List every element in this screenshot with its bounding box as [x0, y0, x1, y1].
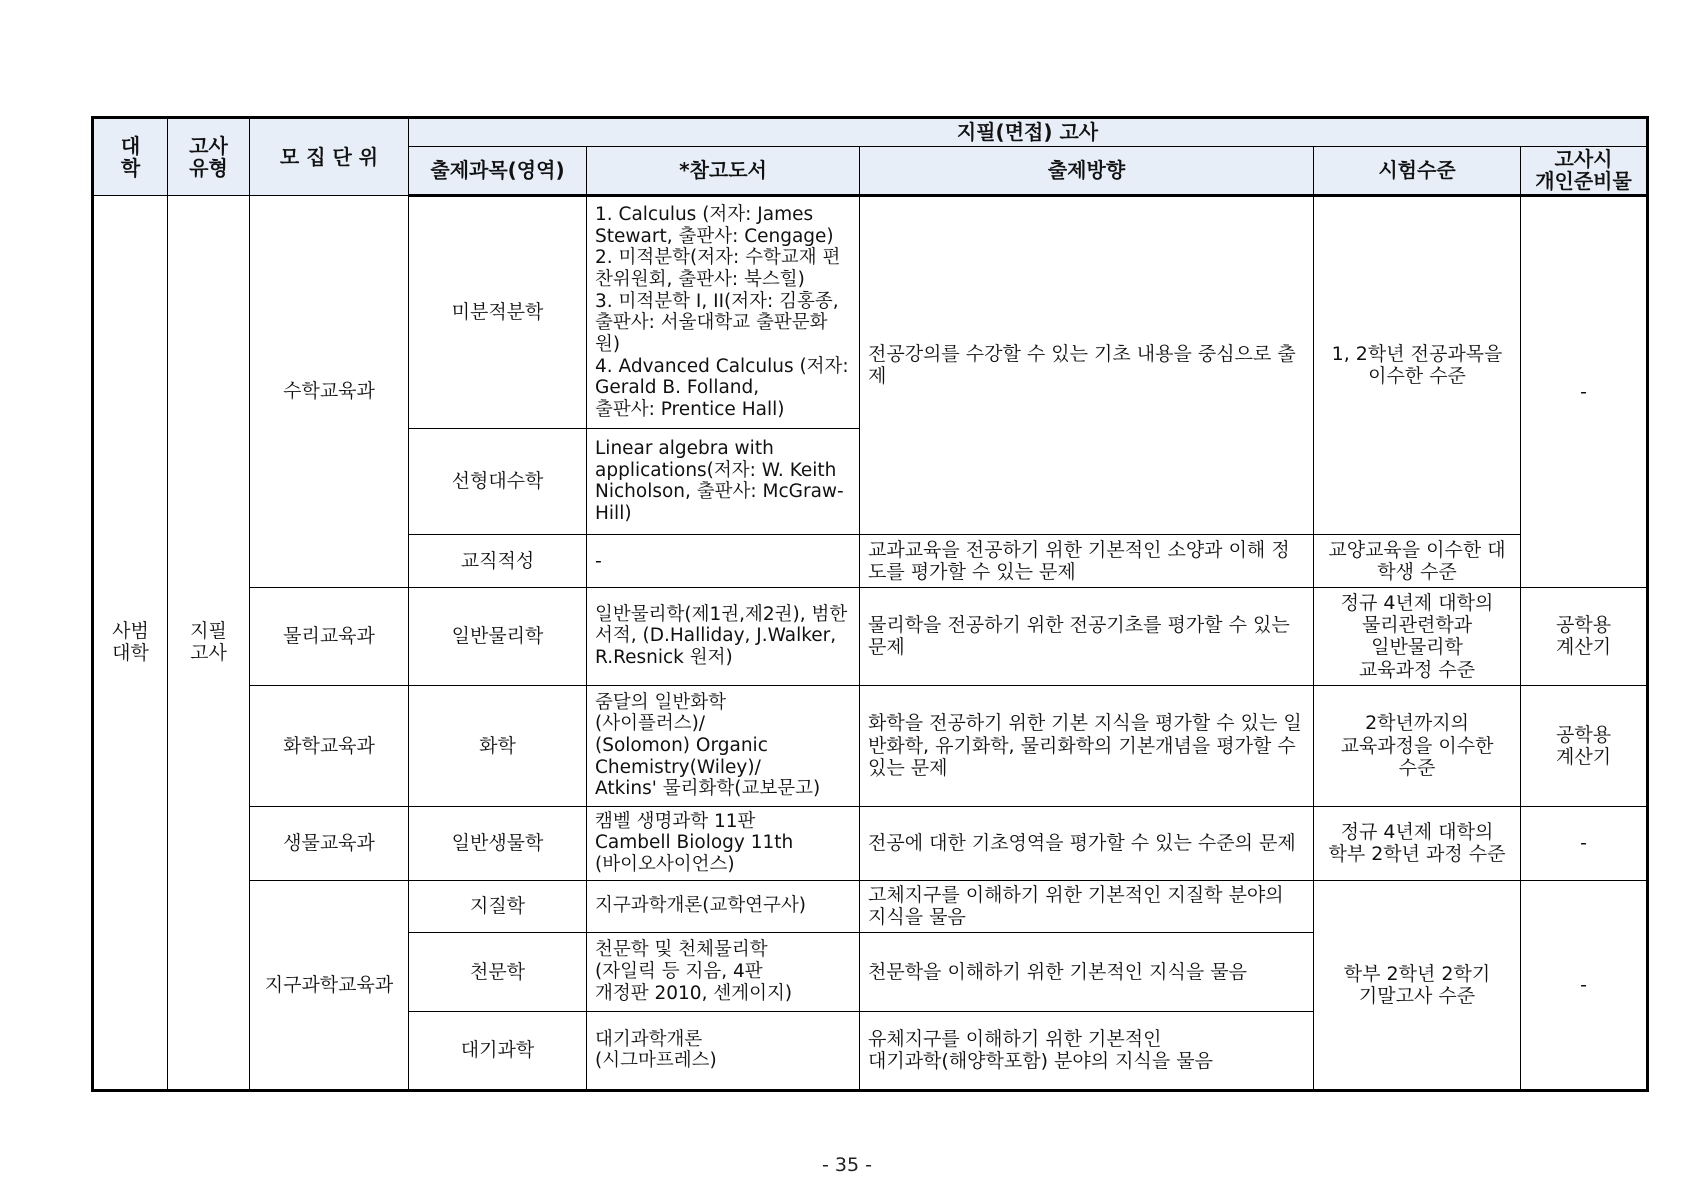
- level-chemistry: 2학년까지의 교육과정을 이수한 수준: [1314, 685, 1521, 806]
- direction-geology: 고체지구를 이해하기 위한 기본적인 지질학 분야의 지식을 물음: [860, 880, 1314, 932]
- prep-earth-science: -: [1521, 880, 1648, 1090]
- subject-atmospheric-science: 대기과학: [409, 1011, 587, 1090]
- subject-general-physics: 일반물리학: [409, 587, 587, 685]
- header-personal-items: 고사시 개인준비물: [1521, 147, 1648, 196]
- reference-astronomy: 천문학 및 천체물리학 (자일릭 등 지음, 4판 개정판 2010, 센게이지): [587, 932, 860, 1011]
- exam-info-table: [91, 116, 1649, 1092]
- subject-astronomy: 천문학: [409, 932, 587, 1011]
- level-math: 1, 2학년 전공과목을 이수한 수준: [1314, 195, 1521, 534]
- direction-astronomy: 천문학을 이해하기 위한 기본적인 지식을 물음: [860, 932, 1314, 1011]
- reference-geology: 지구과학개론(교학연구사): [587, 880, 860, 932]
- reference-calculus: 1. Calculus (저자: James Stewart, 출판사: Cengage) 2. 미적분학(저자: 수학교재 편찬위원회, 출판사: 북스힐) 3. 미적분학 I, II(저자: 김홍종, 출판사: 서울대학교 출판문화원) 4. Advanced Calculus (저자: Gerald B. Folland, 출판사: Prentice Hall): [587, 195, 860, 428]
- level-physics: 정규 4년제 대학의 물리관련학과 일반물리학 교육과정 수준: [1314, 587, 1521, 685]
- reference-atmospheric-science: 대기과학개론 (시그마프레스): [587, 1011, 860, 1090]
- table-row: [93, 587, 1648, 685]
- header-college: 대 학: [93, 118, 168, 196]
- unit-math-education: 수학교육과: [250, 195, 409, 587]
- table-row: [93, 806, 1648, 880]
- level-biology: 정규 4년제 대학의 학부 2학년 과정 수준: [1314, 806, 1521, 880]
- header-exam-direction: 출제방향: [860, 147, 1314, 196]
- prep-biology: -: [1521, 806, 1648, 880]
- prep-chemistry: 공학용 계산기: [1521, 685, 1648, 806]
- unit-chemistry-education: 화학교육과: [250, 685, 409, 806]
- reference-biology: 캠벨 생명과학 11판 Cambell Biology 11th (바이오사이언스): [587, 806, 860, 880]
- direction-teaching-aptitude: 교과교육을 전공하기 위한 기본적인 소양과 이해 정도를 평가할 수 있는 문제: [860, 534, 1314, 587]
- header-recruit-unit: 모 집 단 위: [250, 118, 409, 196]
- table-row: [93, 685, 1648, 806]
- unit-earth-science-education: 지구과학교육과: [250, 880, 409, 1090]
- header-written-exam-group: 지필(면접) 고사: [409, 118, 1648, 147]
- subject-linear-algebra: 선형대수학: [409, 428, 587, 534]
- reference-physics: 일반물리학(제1권,제2권), 범한서적, (D.Halliday, J.Walker, R.Resnick 원저): [587, 587, 860, 685]
- page-number: - 35 -: [822, 1154, 872, 1176]
- reference-teaching-aptitude: -: [587, 534, 860, 587]
- subject-general-biology: 일반생물학: [409, 806, 587, 880]
- direction-chemistry: 화학을 전공하기 위한 기본 지식을 평가할 수 있는 일반화학, 유기화학, 물리화학의 기본개념을 평가할 수 있는 문제: [860, 685, 1314, 806]
- exam-type-cell: 지필 고사: [168, 195, 250, 1090]
- subject-geology: 지질학: [409, 880, 587, 932]
- direction-physics: 물리학을 전공하기 위한 전공기초를 평가할 수 있는 문제: [860, 587, 1314, 685]
- direction-math: 전공강의를 수강할 수 있는 기초 내용을 중심으로 출제: [860, 195, 1314, 534]
- reference-linear-algebra: Linear algebra with applications(저자: W. Keith Nicholson, 출판사: McGraw-Hill): [587, 428, 860, 534]
- level-teaching-aptitude: 교양교육을 이수한 대학생 수준: [1314, 534, 1521, 587]
- prep-math: -: [1521, 195, 1648, 587]
- level-earth-science: 학부 2학년 2학기 기말고사 수준: [1314, 880, 1521, 1090]
- college-cell: 사범 대학: [93, 195, 168, 1090]
- unit-physics-education: 물리교육과: [250, 587, 409, 685]
- subject-chemistry: 화학: [409, 685, 587, 806]
- table-row: [93, 880, 1648, 932]
- prep-physics: 공학용 계산기: [1521, 587, 1648, 685]
- header-exam-type: 고사 유형: [168, 118, 250, 196]
- subject-teaching-aptitude: 교직적성: [409, 534, 587, 587]
- header-exam-level: 시험수준: [1314, 147, 1521, 196]
- header-reference-books: *참고도서: [587, 147, 860, 196]
- reference-chemistry: 줌달의 일반화학 (사이플러스)/ (Solomon) Organic Chemistry(Wiley)/ Atkins' 물리화학(교보문고): [587, 685, 860, 806]
- unit-biology-education: 생물교육과: [250, 806, 409, 880]
- header-subject: 출제과목(영역): [409, 147, 587, 196]
- subject-calculus: 미분적분학: [409, 195, 587, 428]
- direction-atmospheric-science: 유체지구를 이해하기 위한 기본적인 대기과학(해양학포함) 분야의 지식을 물음: [860, 1011, 1314, 1090]
- direction-biology: 전공에 대한 기초영역을 평가할 수 있는 수준의 문제: [860, 806, 1314, 880]
- table-row: [93, 195, 1648, 428]
